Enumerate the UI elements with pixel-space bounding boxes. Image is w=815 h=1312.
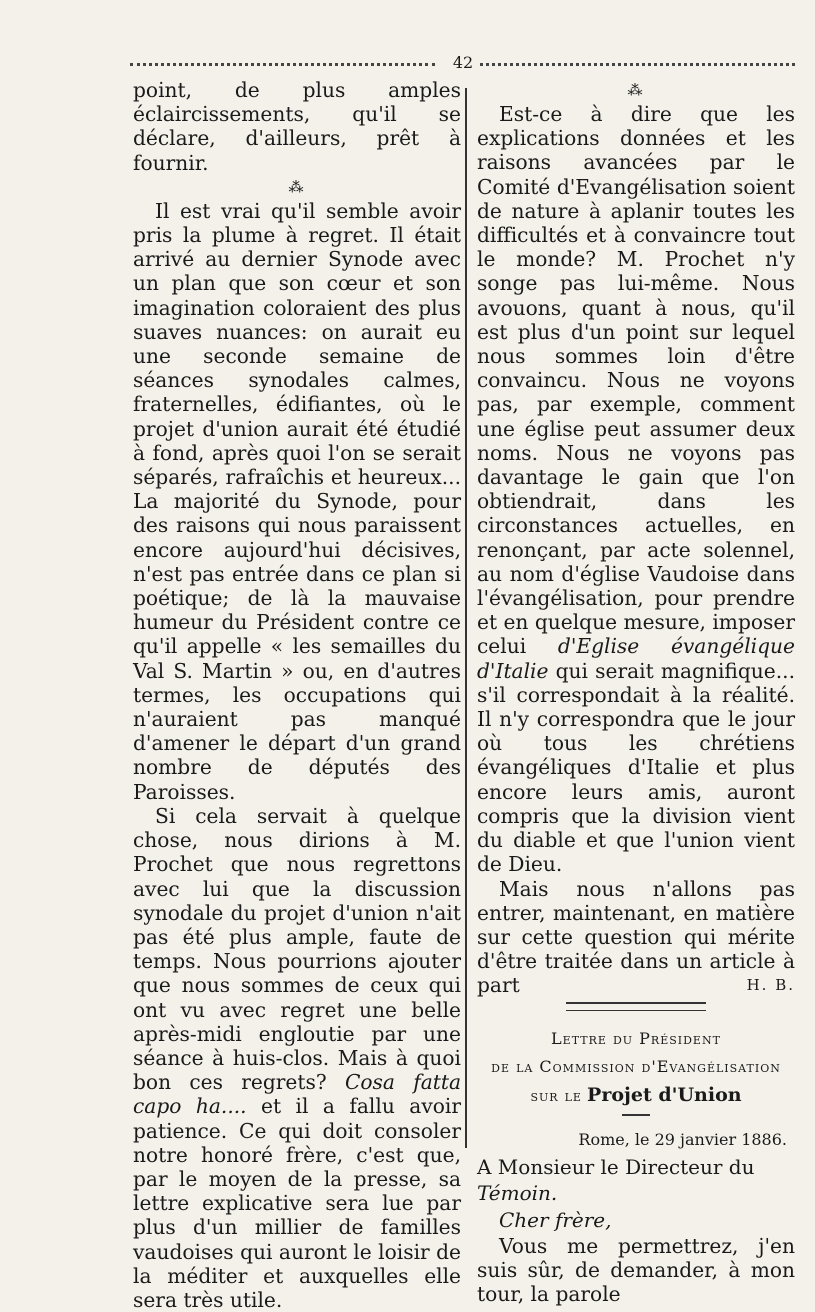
address-text: A Monsieur le Directeur du	[477, 1154, 755, 1179]
header-rule-left	[130, 63, 435, 66]
letter-title: Lettre du Président	[551, 1028, 721, 1048]
italic-quote: Cosa fatta capo ha....	[133, 1070, 461, 1119]
dateline: Rome, le 29 janvier 1886.	[578, 1129, 787, 1149]
page-header	[130, 52, 795, 76]
paragraph: Il est vrai qu'il semble avoir pris la plume à regret. Il était arrivé au dernier Synode avec un plan que son cœur et son imagination coloraient des plus suaves nuances: on aurait eu une seconde semaine de séances synodales calmes, fraternelles, édifiantes, où le projet d'union aurait été étudié à fond, après quoi l'on se serait séparés, rafraîchis et heureux... La majorité du Synode, pour des raisons qui nous paraissent encore aujourd'hui décisives, n'est pas entrée dans ce plan si poétique; de là la mauvaise humeur du Président contre ce qu'il appelle « les semailles du Val S. Martin » ou, en d'autres termes, les occupations qui n'auraient pas manqué d'amener le départ d'un grand nombre de députés des Paroisses.	[133, 198, 461, 804]
left-column	[133, 78, 461, 1312]
letter-subject-title: Projet d'Union	[587, 1083, 742, 1106]
paragraph	[477, 102, 795, 877]
letter-subject-prefix: sur le	[530, 1085, 582, 1105]
article-separator	[566, 1002, 706, 1011]
header-rule-right	[480, 63, 795, 66]
letter-opening: Vous me permettrez, j'en suis sûr, de demander, à mon tour, la parole	[477, 1233, 795, 1306]
section-stars: ⁂	[288, 177, 306, 196]
italic-name: d'Eglise évangélique d'Italie	[477, 634, 795, 683]
author-signature: H. B.	[746, 976, 795, 995]
right-column	[477, 78, 795, 1306]
page-number: 42	[452, 53, 474, 72]
section-stars: ⁂	[627, 81, 645, 99]
paragraph-text: Si cela servait à quelque chose, nous dirions à M. Prochet que nous regrettons avec lui que la discussion synodale du projet d'union n'ait pas été plus ample, faute de temps. Nous pourrions ajouter que nous sommes de ceux qui ont vu avec regret une belle après-midi engloutie par une séance à huis-clos. Mais à quoi bon ces regrets?	[133, 803, 461, 1095]
column-divider	[465, 88, 467, 1148]
paragraph	[133, 804, 461, 1312]
paragraph-text: Est-ce à dire que les explications données et les raisons avancées par le Comité d'Evangélisation soient de nature à aplanir toutes les difficultés et à convaincre tout le monde? M. Prochet n'y songe pas lui-même. Nous avouons, quant à nous, qu'il est plus d'un point sur lequel nous sommes loin d'être convaincu. Nous ne voyons pas, par exemple, comment une église peut assumer deux noms. Nous ne voyons pas davantage le gain que l'on obtiendrait, dans les circonstances actuelles, en renonçant, par acte solennel, au nom d'église Vaudoise dans l'évangélisation, pour prendre et en quelque mesure, imposer celui	[477, 102, 795, 659]
paragraph-text: qui serait magnifique... s'il correspondait à la réalité. Il n'y correspondra que le jour où tous les chrétiens évangéliques d'Italie et plus encore leurs amis, auront compris que la division vient du diable et que l'union vient de Dieu.	[477, 658, 795, 877]
letter-subtitle: de la Commission d'Evangélisation	[491, 1056, 781, 1076]
paragraph-text: et il a fallu avoir patience. Ce qui doit consoler notre honoré frère, c'est que, par le moyen de la presse, sa lettre explicative sera lue par plus d'un millier de familles vaudoises qui auront le loisir de la méditer et auxquelles elle sera très utile.	[133, 1094, 461, 1312]
paragraph-text: Mais nous n'allons pas entrer, maintenant, en matière sur cette question qui mérite d'être traitée dans un article à part	[477, 876, 795, 998]
letter-subject	[477, 1081, 795, 1110]
paragraph	[477, 877, 795, 998]
letter-address	[477, 1154, 795, 1206]
paragraph: point, de plus amples éclaircissements, qu'il se déclare, d'ailleurs, prêt à fournir.	[133, 78, 461, 175]
address-italic: Témoin.	[477, 1180, 558, 1205]
salutation: Cher frère,	[499, 1207, 612, 1232]
short-rule	[622, 1114, 650, 1116]
